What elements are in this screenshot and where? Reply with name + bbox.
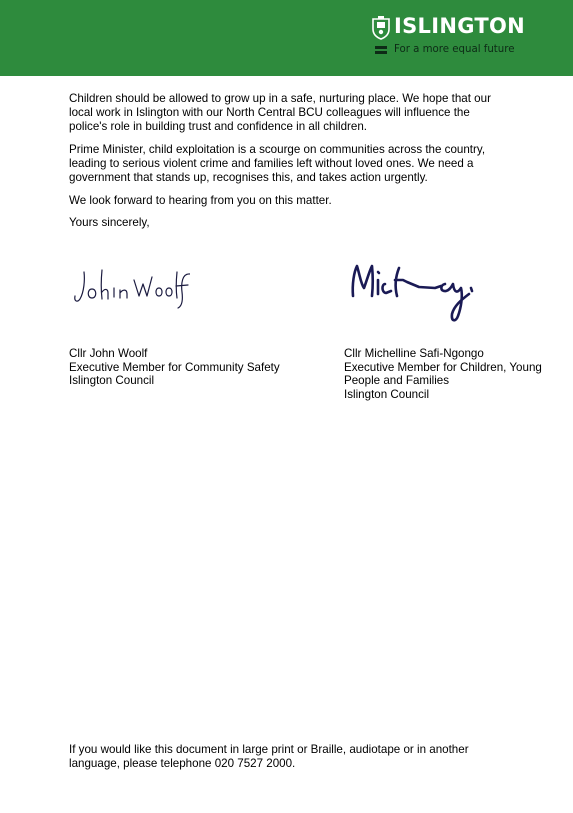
logo-wordmark: ISLINGTON (394, 14, 526, 38)
paragraph-children: Children should be allowed to grow up in a safe, nurturing place. We hope that our local work in Islington with our North Central BCU colleagues will influence the police's role in building trust and confidence in all children. (69, 92, 491, 133)
equals-icon (375, 45, 387, 55)
signatory-name: Cllr Michelline Safi-Ngongo (344, 347, 484, 360)
council-logo[interactable] (370, 14, 560, 64)
signatory-role: Executive Member for Community Safety (69, 360, 280, 374)
signatory-name: Cllr John Woolf (69, 347, 148, 360)
crest-icon (370, 16, 392, 40)
signatory-role: Executive Member for Children, Young People and Families (344, 360, 542, 388)
signatory-block-john-woolf (69, 347, 309, 388)
signatory-block-michelline-safi-ngongo (344, 347, 559, 401)
signature-michelline-safi-ngongo (345, 258, 485, 328)
accessibility-note: If you would like this document in large print or Braille, audiotape or in another language, please telephone 020 7527 2000. (69, 743, 469, 770)
logo-tagline: For a more equal future (394, 44, 515, 55)
paragraph-prime-minister: Prime Minister, child exploitation is a scourge on communities across the country, leading to serious violent crime and families left without loved ones. We need a government that stands up, recognises this, and takes action urgently. (69, 143, 486, 184)
signature-john-woolf (70, 262, 190, 310)
signatory-organisation: Islington Council (69, 374, 155, 388)
signatory-organisation: Islington Council (344, 387, 430, 401)
paragraph-look-forward: We look forward to hearing from you on this matter. (69, 194, 332, 207)
header-banner (0, 0, 573, 76)
closing-salutation: Yours sincerely, (69, 216, 150, 229)
